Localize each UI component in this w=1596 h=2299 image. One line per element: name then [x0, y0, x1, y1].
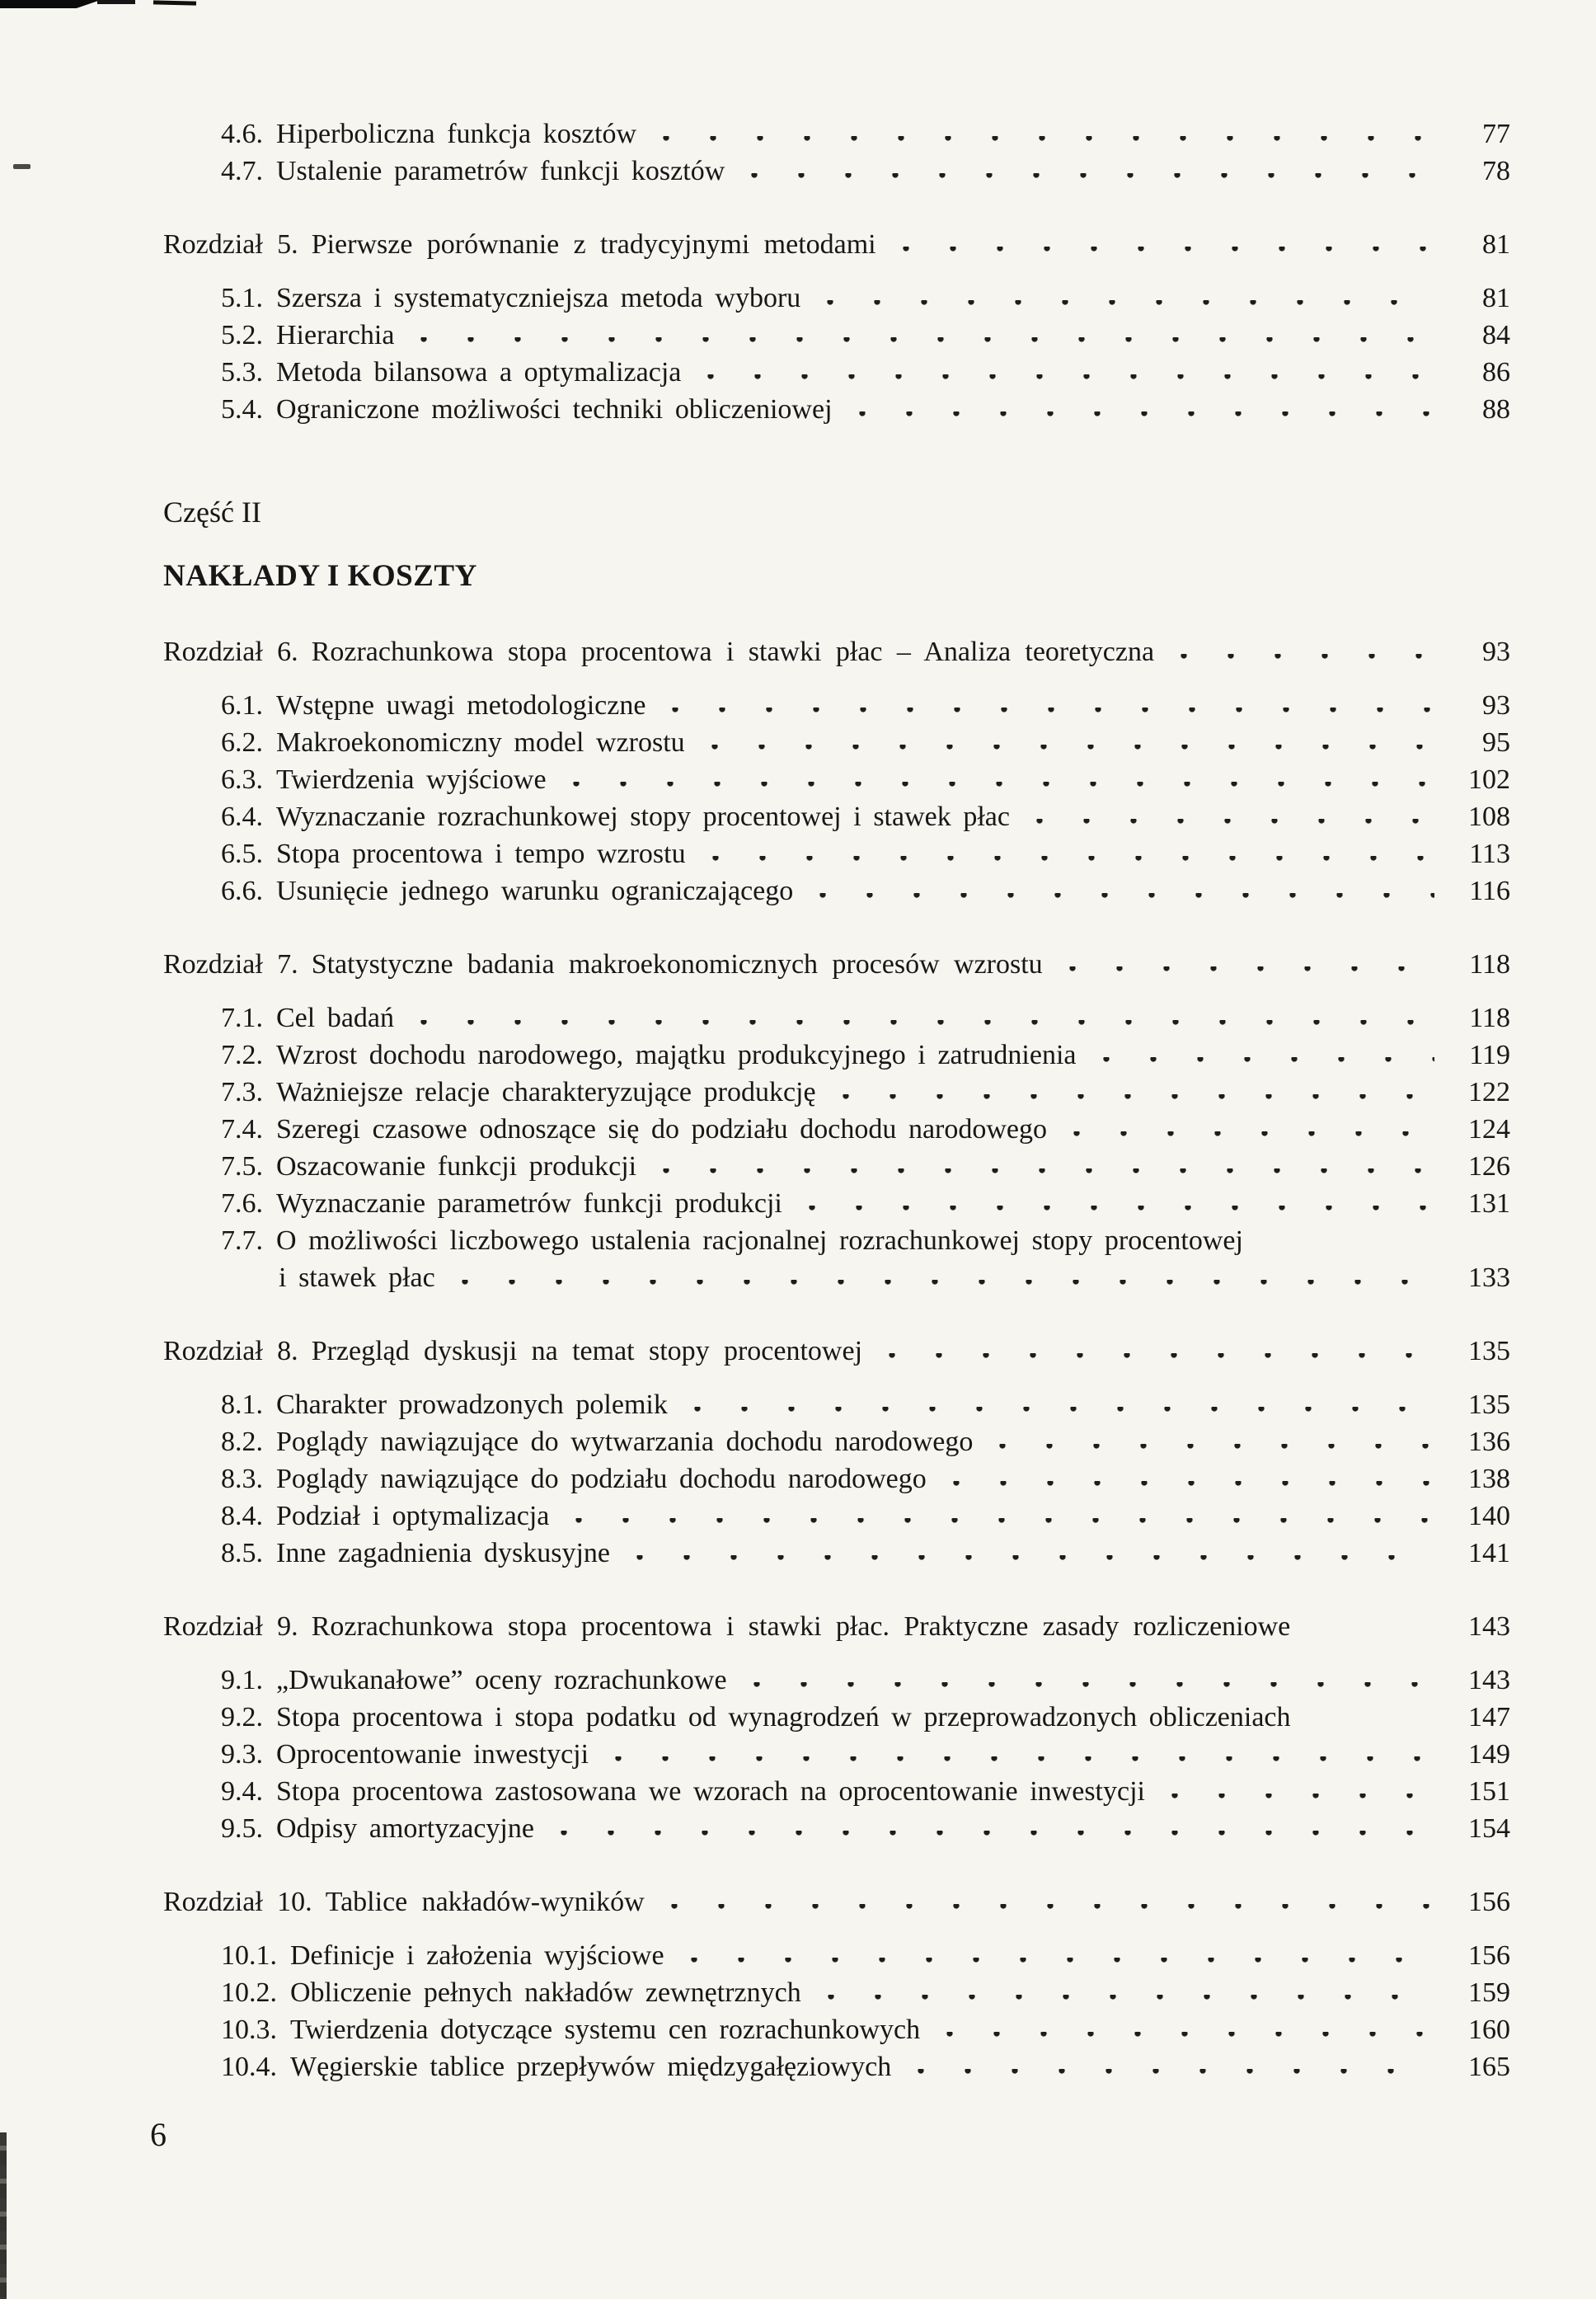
entry-number: 7.2. — [221, 1040, 263, 1070]
entry-page: 141 — [1468, 1538, 1510, 1568]
toc-entry — [221, 1185, 782, 1222]
entry-number: 9.1. — [221, 1665, 263, 1695]
entry-title: Wyznaczanie parametrów funkcji produkcji — [276, 1188, 782, 1219]
toc-entry — [279, 1259, 435, 1296]
toc-item-row — [163, 1185, 1510, 1222]
toc-entry — [221, 1699, 1291, 1736]
entry-title: Metoda bilansowa a optymalizacja — [276, 357, 682, 388]
entry-title: Tablice nakładów-wyników — [325, 1887, 645, 1917]
toc-entry — [221, 1497, 549, 1535]
entry-number: 5.1. — [221, 283, 263, 313]
entry-title: Stopa procentowa zastosowana we wzorach na oprocentowanie inwestycji — [276, 1776, 1145, 1807]
entry-title: Podział i optymalizacja — [276, 1501, 550, 1531]
entry-number: 6.5. — [221, 839, 263, 869]
entry-page: 122 — [1468, 1077, 1510, 1107]
entry-title: Definicje i założenia wyjściowe — [290, 1940, 664, 1971]
toc-entry — [163, 1883, 645, 1921]
dot-leader — [1026, 819, 1434, 825]
dot-leader — [605, 1756, 1434, 1763]
dot-leader — [1059, 966, 1434, 973]
toc-item-row — [163, 1535, 1510, 1572]
entry-title: Obliczenie pełnych nakładów zewnętrznych — [290, 1977, 801, 2008]
entry-title: Szersza i systematyczniejsza metoda wyboru — [276, 283, 801, 313]
entry-page: 118 — [1469, 949, 1510, 980]
entry-title: „Dwukanałowe” oceny rozrachunkowe — [276, 1665, 727, 1695]
chapter-block — [163, 633, 1510, 910]
dot-leader — [1063, 1131, 1434, 1138]
entry-number: 8.4. — [221, 1501, 263, 1531]
entry-title: Makroekonomiczny model wzrostu — [276, 727, 685, 758]
toc-item-row — [163, 391, 1510, 428]
entry-number: Rozdział 8. — [163, 1336, 298, 1366]
toc-item-row — [163, 1111, 1510, 1148]
entry-number: 4.6. — [221, 119, 263, 149]
chapter-block — [163, 1333, 1510, 1572]
toc-item-row — [163, 153, 1510, 190]
scan-artifact-left-tick — [13, 164, 31, 169]
entry-title: Stopa procentowa i tempo wzrostu — [276, 839, 686, 869]
entry-page: 102 — [1468, 764, 1510, 795]
entry-title: Węgierskie tablice przepływów międzygałęziowych — [290, 2052, 892, 2082]
toc-entry — [221, 280, 800, 317]
dot-leader — [627, 1555, 1434, 1562]
entry-number: Rozdział 5. — [163, 229, 298, 260]
dot-leader — [879, 1353, 1434, 1360]
dot-leader — [943, 1481, 1434, 1488]
toc-entry — [163, 633, 1154, 670]
entry-page: 119 — [1469, 1040, 1510, 1070]
toc-entry — [221, 115, 636, 153]
toc-entry — [221, 1810, 534, 1847]
toc-item-row — [163, 1662, 1510, 1699]
dot-leader — [817, 300, 1434, 307]
entry-number: 9.2. — [221, 1702, 263, 1732]
toc-entry — [221, 798, 1010, 835]
entry-number: 4.7. — [221, 156, 263, 186]
toc-item-row — [163, 1736, 1510, 1773]
part-header — [163, 494, 1510, 597]
entry-page: 108 — [1468, 802, 1510, 832]
dot-leader — [653, 136, 1434, 143]
entry-page: 93 — [1482, 637, 1510, 667]
entry-page: 95 — [1482, 727, 1510, 758]
entry-number: 6.4. — [221, 802, 263, 832]
dot-leader — [684, 1407, 1434, 1413]
entry-number: 6.2. — [221, 727, 263, 758]
entry-number: 7.7. — [221, 1225, 263, 1256]
toc-chapter-row — [163, 633, 1510, 670]
entry-title: Hierarchia — [276, 320, 395, 350]
toc-entry — [221, 1222, 1243, 1259]
entry-page: 133 — [1468, 1262, 1510, 1293]
toc-chapter-row — [163, 1333, 1510, 1370]
entry-title: Charakter prowadzonych polemik — [276, 1389, 668, 1420]
toc-item-row — [163, 1699, 1510, 1736]
toc-item-row — [163, 835, 1510, 872]
entry-number: 7.3. — [221, 1077, 263, 1107]
entry-page: 124 — [1468, 1114, 1510, 1145]
entry-title: Wstępne uwagi metodologiczne — [276, 690, 646, 721]
entry-page: 165 — [1468, 2052, 1510, 2082]
entry-title: Ustalenie parametrów funkcji kosztów — [276, 156, 725, 186]
entry-number: 10.4. — [221, 2052, 277, 2082]
entry-page: 118 — [1469, 1003, 1510, 1033]
part-title: NAKŁADY I KOSZTY — [163, 559, 477, 593]
toc-item-row — [163, 1810, 1510, 1847]
toc-entry — [221, 687, 645, 724]
toc-entry — [221, 1736, 589, 1773]
entry-number: 5.3. — [221, 357, 263, 388]
entry-page: 81 — [1482, 283, 1510, 313]
toc-entry — [221, 1535, 610, 1572]
toc-item-row — [163, 1386, 1510, 1423]
entry-page: 93 — [1482, 690, 1510, 721]
dot-leader — [681, 1958, 1434, 1964]
entry-title: Twierdzenia dotyczące systemu cen rozrachunkowych — [290, 2015, 921, 2045]
entry-page: 138 — [1468, 1464, 1510, 1494]
dot-leader — [989, 1444, 1434, 1450]
entry-page: 77 — [1482, 119, 1510, 149]
entry-title: Wyznaczanie rozrachunkowej stopy procentowej i stawek płac — [276, 802, 1010, 832]
toc-entry — [221, 391, 833, 428]
dot-leader — [563, 782, 1434, 788]
entry-title: Przegląd dyskusji na temat stopy procentowej — [311, 1336, 863, 1366]
entry-page: 88 — [1482, 394, 1510, 425]
entry-title: Pierwsze porównanie z tradycyjnymi metodami — [311, 229, 876, 260]
toc — [163, 115, 1510, 2085]
entry-number: 5.2. — [221, 320, 263, 350]
toc-chapter-row — [163, 946, 1510, 983]
toc-chapter-row — [163, 1608, 1510, 1645]
dot-leader — [697, 374, 1434, 381]
toc-entry — [221, 1460, 927, 1497]
dot-leader — [1171, 654, 1434, 661]
entry-page: 159 — [1468, 1977, 1510, 2008]
toc-item-row — [163, 798, 1510, 835]
toc-item-row — [163, 687, 1510, 724]
entry-number: 10.2. — [221, 1977, 277, 2008]
chapter-block — [163, 226, 1510, 428]
toc-entry — [221, 1111, 1047, 1148]
toc-item-row — [163, 115, 1510, 153]
entry-number: 10.3. — [221, 2015, 277, 2045]
toc-item-row — [163, 280, 1510, 317]
toc-item-row — [163, 2048, 1510, 2085]
entry-number: 6.6. — [221, 876, 263, 906]
entry-title: O możliwości liczbowego ustalenia racjonalnej rozrachunkowej stopy procentowej — [276, 1225, 1243, 1256]
entry-page: 84 — [1482, 320, 1510, 350]
dot-leader — [1093, 1057, 1435, 1064]
entry-page: 135 — [1468, 1389, 1510, 1420]
dot-leader — [908, 2069, 1434, 2076]
chapter-block — [163, 1608, 1510, 1847]
entry-title: Poglądy nawiązujące do podziału dochodu narodowego — [276, 1464, 927, 1494]
entry-number: Rozdział 7. — [163, 949, 298, 980]
entry-title: Oprocentowanie inwestycji — [276, 1739, 589, 1770]
part-label: Część II — [163, 496, 261, 529]
toc-entry — [221, 153, 725, 190]
toc-entry — [221, 835, 686, 872]
toc-entry — [221, 724, 685, 761]
toc-item-row — [163, 1937, 1510, 1974]
entry-title: Inne zagadnienia dyskusyjne — [276, 1538, 610, 1568]
dot-leader — [702, 856, 1434, 863]
entry-title: Stopa procentowa i stopa podatku od wynagrodzeń w przeprowadzonych obliczeniach — [276, 1702, 1291, 1732]
toc-entry — [221, 2048, 891, 2085]
toc-entry — [221, 2011, 920, 2048]
entry-page: 151 — [1468, 1776, 1510, 1807]
toc-entry — [221, 1386, 668, 1423]
entry-number: 9.4. — [221, 1776, 263, 1807]
toc-entry — [221, 1773, 1145, 1810]
entry-page: 86 — [1482, 357, 1510, 388]
entry-title: Wzrost dochodu narodowego, majątku produkcyjnego i zatrudnienia — [276, 1040, 1077, 1070]
entry-title: Oszacowanie funkcji produkcji — [276, 1151, 637, 1182]
entry-page: 126 — [1468, 1151, 1510, 1182]
dot-leader — [1162, 1794, 1434, 1800]
entry-page: 156 — [1468, 1887, 1510, 1917]
entry-page: 143 — [1468, 1665, 1510, 1695]
toc-item-row — [163, 2011, 1510, 2048]
toc-entry — [221, 872, 793, 910]
toc-item-row — [163, 1423, 1510, 1460]
toc-chapter-row — [163, 1883, 1510, 1921]
entry-title: Szeregi czasowe odnoszące się do podziału dochodu narodowego — [276, 1114, 1048, 1145]
toc-item-row — [163, 354, 1510, 391]
toc-item-row — [163, 999, 1510, 1037]
dot-leader — [411, 337, 1434, 344]
toc-item-row — [163, 761, 1510, 798]
entry-page: 136 — [1468, 1427, 1510, 1457]
entry-page: 135 — [1468, 1336, 1510, 1366]
entry-page: 154 — [1468, 1813, 1510, 1844]
toc-entry — [221, 1074, 816, 1111]
entry-page: 116 — [1469, 876, 1510, 906]
toc-item-row — [163, 724, 1510, 761]
entry-number: 7.5. — [221, 1151, 263, 1182]
entry-page: 140 — [1468, 1501, 1510, 1531]
entry-number: 7.6. — [221, 1188, 263, 1219]
toc-entry — [221, 1937, 664, 1974]
entry-number: 5.4. — [221, 394, 263, 425]
toc-item-row — [163, 1148, 1510, 1185]
toc-item-row — [163, 1460, 1510, 1497]
dot-leader — [833, 1094, 1434, 1101]
toc-entry — [221, 1662, 727, 1699]
toc-entry — [221, 761, 547, 798]
toc-chapter-row — [163, 226, 1510, 263]
dot-leader — [936, 2032, 1434, 2038]
dot-leader — [653, 1168, 1434, 1175]
toc-entry — [221, 354, 681, 391]
toc-item-row — [163, 1497, 1510, 1535]
entry-title: Poglądy nawiązujące do wytwarzania dochodu narodowego — [276, 1427, 974, 1457]
entry-number: 6.1. — [221, 690, 263, 721]
toc-entry — [221, 1037, 1077, 1074]
items-block — [163, 115, 1510, 190]
entry-number: 7.1. — [221, 1003, 263, 1033]
entry-number: 6.3. — [221, 764, 263, 795]
dot-leader — [818, 1995, 1434, 2001]
dot-leader — [662, 708, 1434, 714]
chapter-block — [163, 1883, 1510, 2085]
entry-page: 149 — [1468, 1739, 1510, 1770]
entry-title: Rozrachunkowa stopa procentowa i stawki płac. Praktyczne zasady rozliczeniowe — [311, 1611, 1291, 1642]
toc-item-row — [163, 317, 1510, 354]
entry-title: Rozrachunkowa stopa procentowa i stawki płac – Analiza teoretyczna — [311, 637, 1155, 667]
entry-number: 8.2. — [221, 1427, 263, 1457]
entry-title: Statystyczne badania makroekonomicznych procesów wzrostu — [311, 949, 1043, 980]
dot-leader — [702, 745, 1434, 751]
entry-number: Rozdział 10. — [163, 1887, 312, 1917]
entry-number: 9.5. — [221, 1813, 263, 1844]
toc-entry — [221, 999, 394, 1037]
toc-entry — [163, 226, 876, 263]
toc-entry — [221, 317, 394, 354]
toc-item-row — [163, 1974, 1510, 2011]
toc-entry — [163, 946, 1043, 983]
scan-artifact-top-dash — [97, 0, 135, 4]
dot-leader — [741, 173, 1434, 180]
entry-number: 10.1. — [221, 1940, 277, 1971]
dot-leader — [566, 1518, 1434, 1525]
dot-leader — [799, 1206, 1434, 1212]
entry-title: Odpisy amortyzacyjne — [276, 1813, 534, 1844]
toc-entry — [221, 1423, 973, 1460]
toc-item-row — [163, 1773, 1510, 1810]
toc-entry — [163, 1333, 862, 1370]
dot-leader — [411, 1020, 1434, 1027]
entry-title: i stawek płac — [279, 1262, 435, 1293]
toc-entry — [221, 1974, 801, 2011]
entry-page: 81 — [1482, 229, 1510, 260]
dot-leader — [849, 411, 1434, 418]
scan-artifact-left-streak — [0, 2132, 7, 2299]
chapter-block — [163, 946, 1510, 1296]
page-number: 6 — [150, 2116, 167, 2153]
dot-leader — [744, 1682, 1434, 1689]
entry-page: 147 — [1468, 1702, 1510, 1732]
entry-page: 156 — [1468, 1940, 1510, 1971]
entry-number: Rozdział 6. — [163, 637, 298, 667]
entry-number: 7.4. — [221, 1114, 263, 1145]
entry-title: Ważniejsze relacje charakteryzujące produkcję — [276, 1077, 816, 1107]
toc-item-row — [163, 872, 1510, 910]
entry-number: 8.5. — [221, 1538, 263, 1568]
entry-title: Hiperboliczna funkcja kosztów — [276, 119, 637, 149]
dot-leader — [810, 893, 1434, 900]
entry-page: 78 — [1482, 156, 1510, 186]
toc-item-row — [163, 1037, 1510, 1074]
dot-leader — [452, 1280, 1434, 1286]
entry-title: Twierdzenia wyjściowe — [276, 764, 547, 795]
toc-item-row — [163, 1074, 1510, 1111]
dot-leader — [661, 1904, 1434, 1911]
entry-page: 113 — [1469, 839, 1510, 869]
entry-number: Rozdział 9. — [163, 1611, 298, 1642]
toc-item-row — [163, 1259, 1510, 1296]
entry-title: Usunięcie jednego warunku ograniczającego — [276, 876, 794, 906]
entry-number: 9.3. — [221, 1739, 263, 1770]
toc-entry — [221, 1148, 636, 1185]
entry-page: 143 — [1468, 1611, 1510, 1642]
toc-item-row — [163, 1222, 1510, 1259]
entry-page: 131 — [1468, 1188, 1510, 1219]
entry-title: Ograniczone możliwości techniki obliczeniowej — [276, 394, 833, 425]
toc-entry — [163, 1608, 1290, 1645]
entry-number: 8.1. — [221, 1389, 263, 1420]
dot-leader — [893, 247, 1434, 253]
entry-number: 8.3. — [221, 1464, 263, 1494]
dot-leader — [551, 1831, 1434, 1837]
entry-title: Cel badań — [276, 1003, 395, 1033]
entry-page: 160 — [1468, 2015, 1510, 2045]
